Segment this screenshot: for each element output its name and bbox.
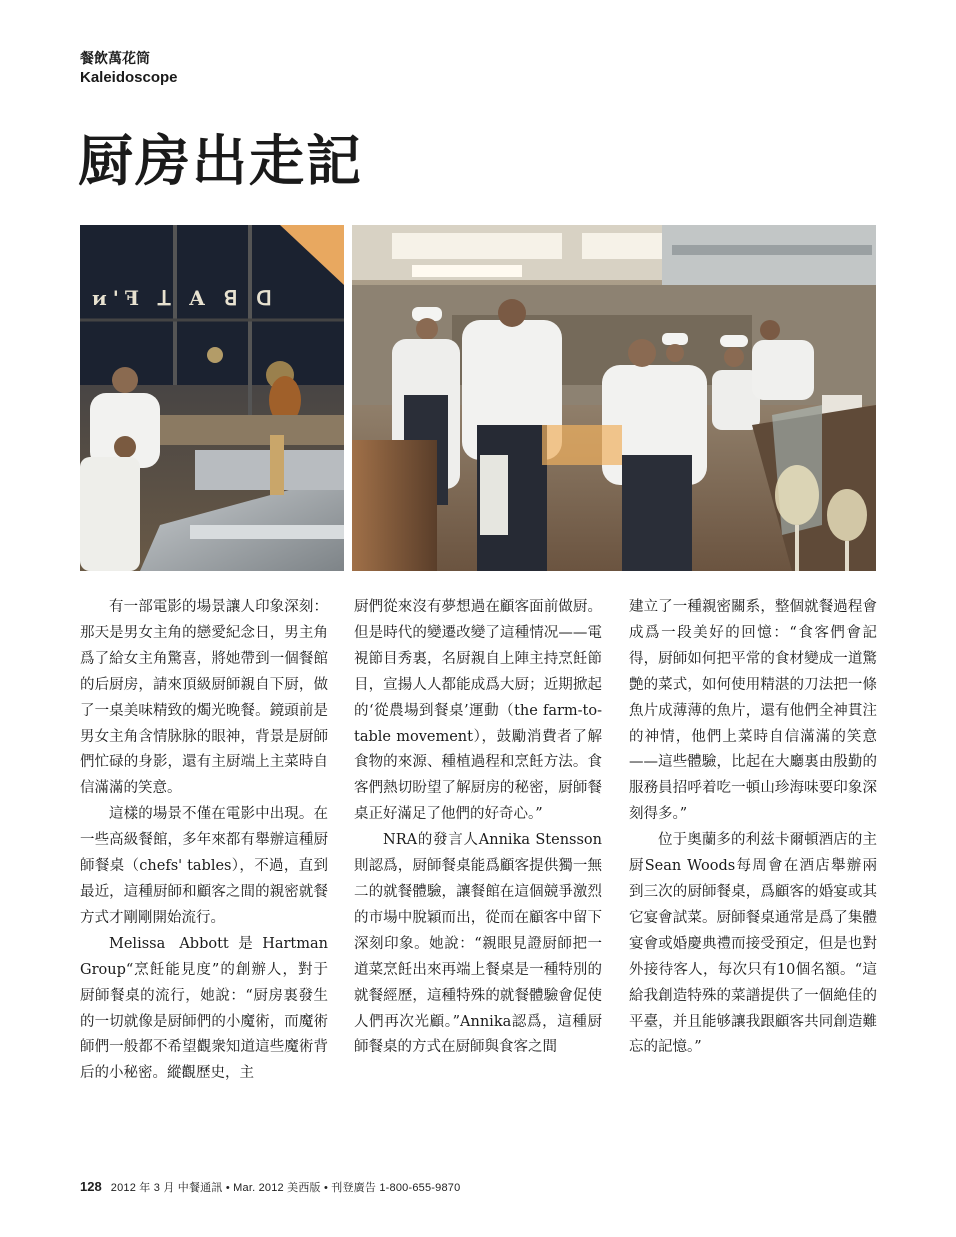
svg-text:ᴎ'ꟻ ꓕ A ꓭ ᗡ: ᴎ'ꟻ ꓕ A ꓭ ᗡ xyxy=(92,286,278,310)
kitchen-photo-left xyxy=(80,225,344,571)
paragraph: 建立了一種親密關系，整個就餐過程會成爲一段美好的回憶：“食客們會記得，厨師如何把平常的食材變成一道驚艶的菜式，如何使用精湛的刀法把一條魚片成薄薄的魚片，還有他們全神貫注的神情，他們上菜時自信滿滿的笑意——這些體驗，比起在大廳裏由殷勤的服務員招呼着吃一頓山珍海味要印象深刻得多。” xyxy=(629,599,877,823)
paragraph: 這樣的場景不僅在電影中出現。在一些高級餐館，多年來都有舉辦這種厨師餐桌（chefs' tables），不過，直到最近，這種厨師和顧客之間的親密就餐方式才剛剛開始流行。 xyxy=(80,806,328,926)
article-column-1 xyxy=(80,595,328,1087)
paragraph: 位于奥蘭多的利兹卡爾頓酒店的主厨Sean Woods每周會在酒店舉辦兩到三次的厨師餐桌，爲顧客的婚宴或其它宴會試菜。厨師餐桌通常是爲了集體宴會或婚慶典禮而接受預定，但是也對外接待客人，每次只有10個名額。“這給我創造特殊的菜譜提供了一個絶佳的平臺，并且能够讓我跟顧客共同創造難忘的記憶。” xyxy=(629,832,877,1056)
article-body xyxy=(80,595,876,1135)
article-column-3 xyxy=(629,595,877,1061)
kitchen-photo-right xyxy=(352,225,876,571)
article-column-2 xyxy=(354,595,602,1061)
paragraph: 厨們從來沒有夢想過在顧客面前做厨。但是時代的變遷改變了這種情况——電視節目秀裏，名厨親自上陣主持烹飪節目，宣揚人人都能成爲大厨；近期掀起的‘從農場到餐桌’運動（the farm-to-table movement），鼓勵消費者了解食物的來源、種植過程和烹飪方法。食客們熱切盼望了解厨房的秘密，厨師餐桌正好滿足了他們的好奇心。” xyxy=(354,599,602,823)
section-title-en: Kaleidoscope xyxy=(80,69,178,86)
section-header xyxy=(80,50,178,88)
section-title-zh: 餐飲萬花筒 xyxy=(80,51,150,67)
paragraph: 有一部電影的場景讓人印象深刻：那天是男女主角的戀愛紀念日，男主角爲了給女主角驚喜，將她帶到一個餐館的后厨房，請來頂級厨師親自下厨，做了一桌美味精致的燭光晚餐。鏡頭前是男女主角含情脉脉的眼神，背景是厨師們忙碌的身影，還有主厨端上主菜時自信滿滿的笑意。 xyxy=(80,599,328,797)
footer-meta: 2012 年 3 月 中餐通訊 • Mar. 2012 美西版 • 刊登廣告 1-800-655-9870 xyxy=(110,1182,461,1194)
paragraph: NRA的發言人Annika Stensson則認爲，厨師餐桌能爲顧客提供獨一無二的就餐體驗，讓餐館在這個競爭激烈的市場中脫穎而出，從而在顧客中留下深刻印象。她說：“親眼見證厨師把一道菜烹飪出來再端上餐桌是一種特別的就餐經歷，這種特殊的就餐體驗會促使人們再次光顧。”Annika認爲，這種厨師餐桌的方式在厨師與食客之間 xyxy=(354,832,602,1056)
article-title: 厨房出走記 xyxy=(78,128,364,193)
paragraph: Melissa Abbott是Hartman Group“烹飪能見度”的創辦人，對于厨師餐桌的流行，她說：“厨房裏發生的一切就像是厨師們的小魔術，而魔術師們一般都不希望觀衆知道這些魔術背后的小秘密。縱觀歷史，主 xyxy=(80,935,328,1082)
page-footer xyxy=(80,1180,460,1195)
page-number: 128 xyxy=(80,1179,102,1194)
